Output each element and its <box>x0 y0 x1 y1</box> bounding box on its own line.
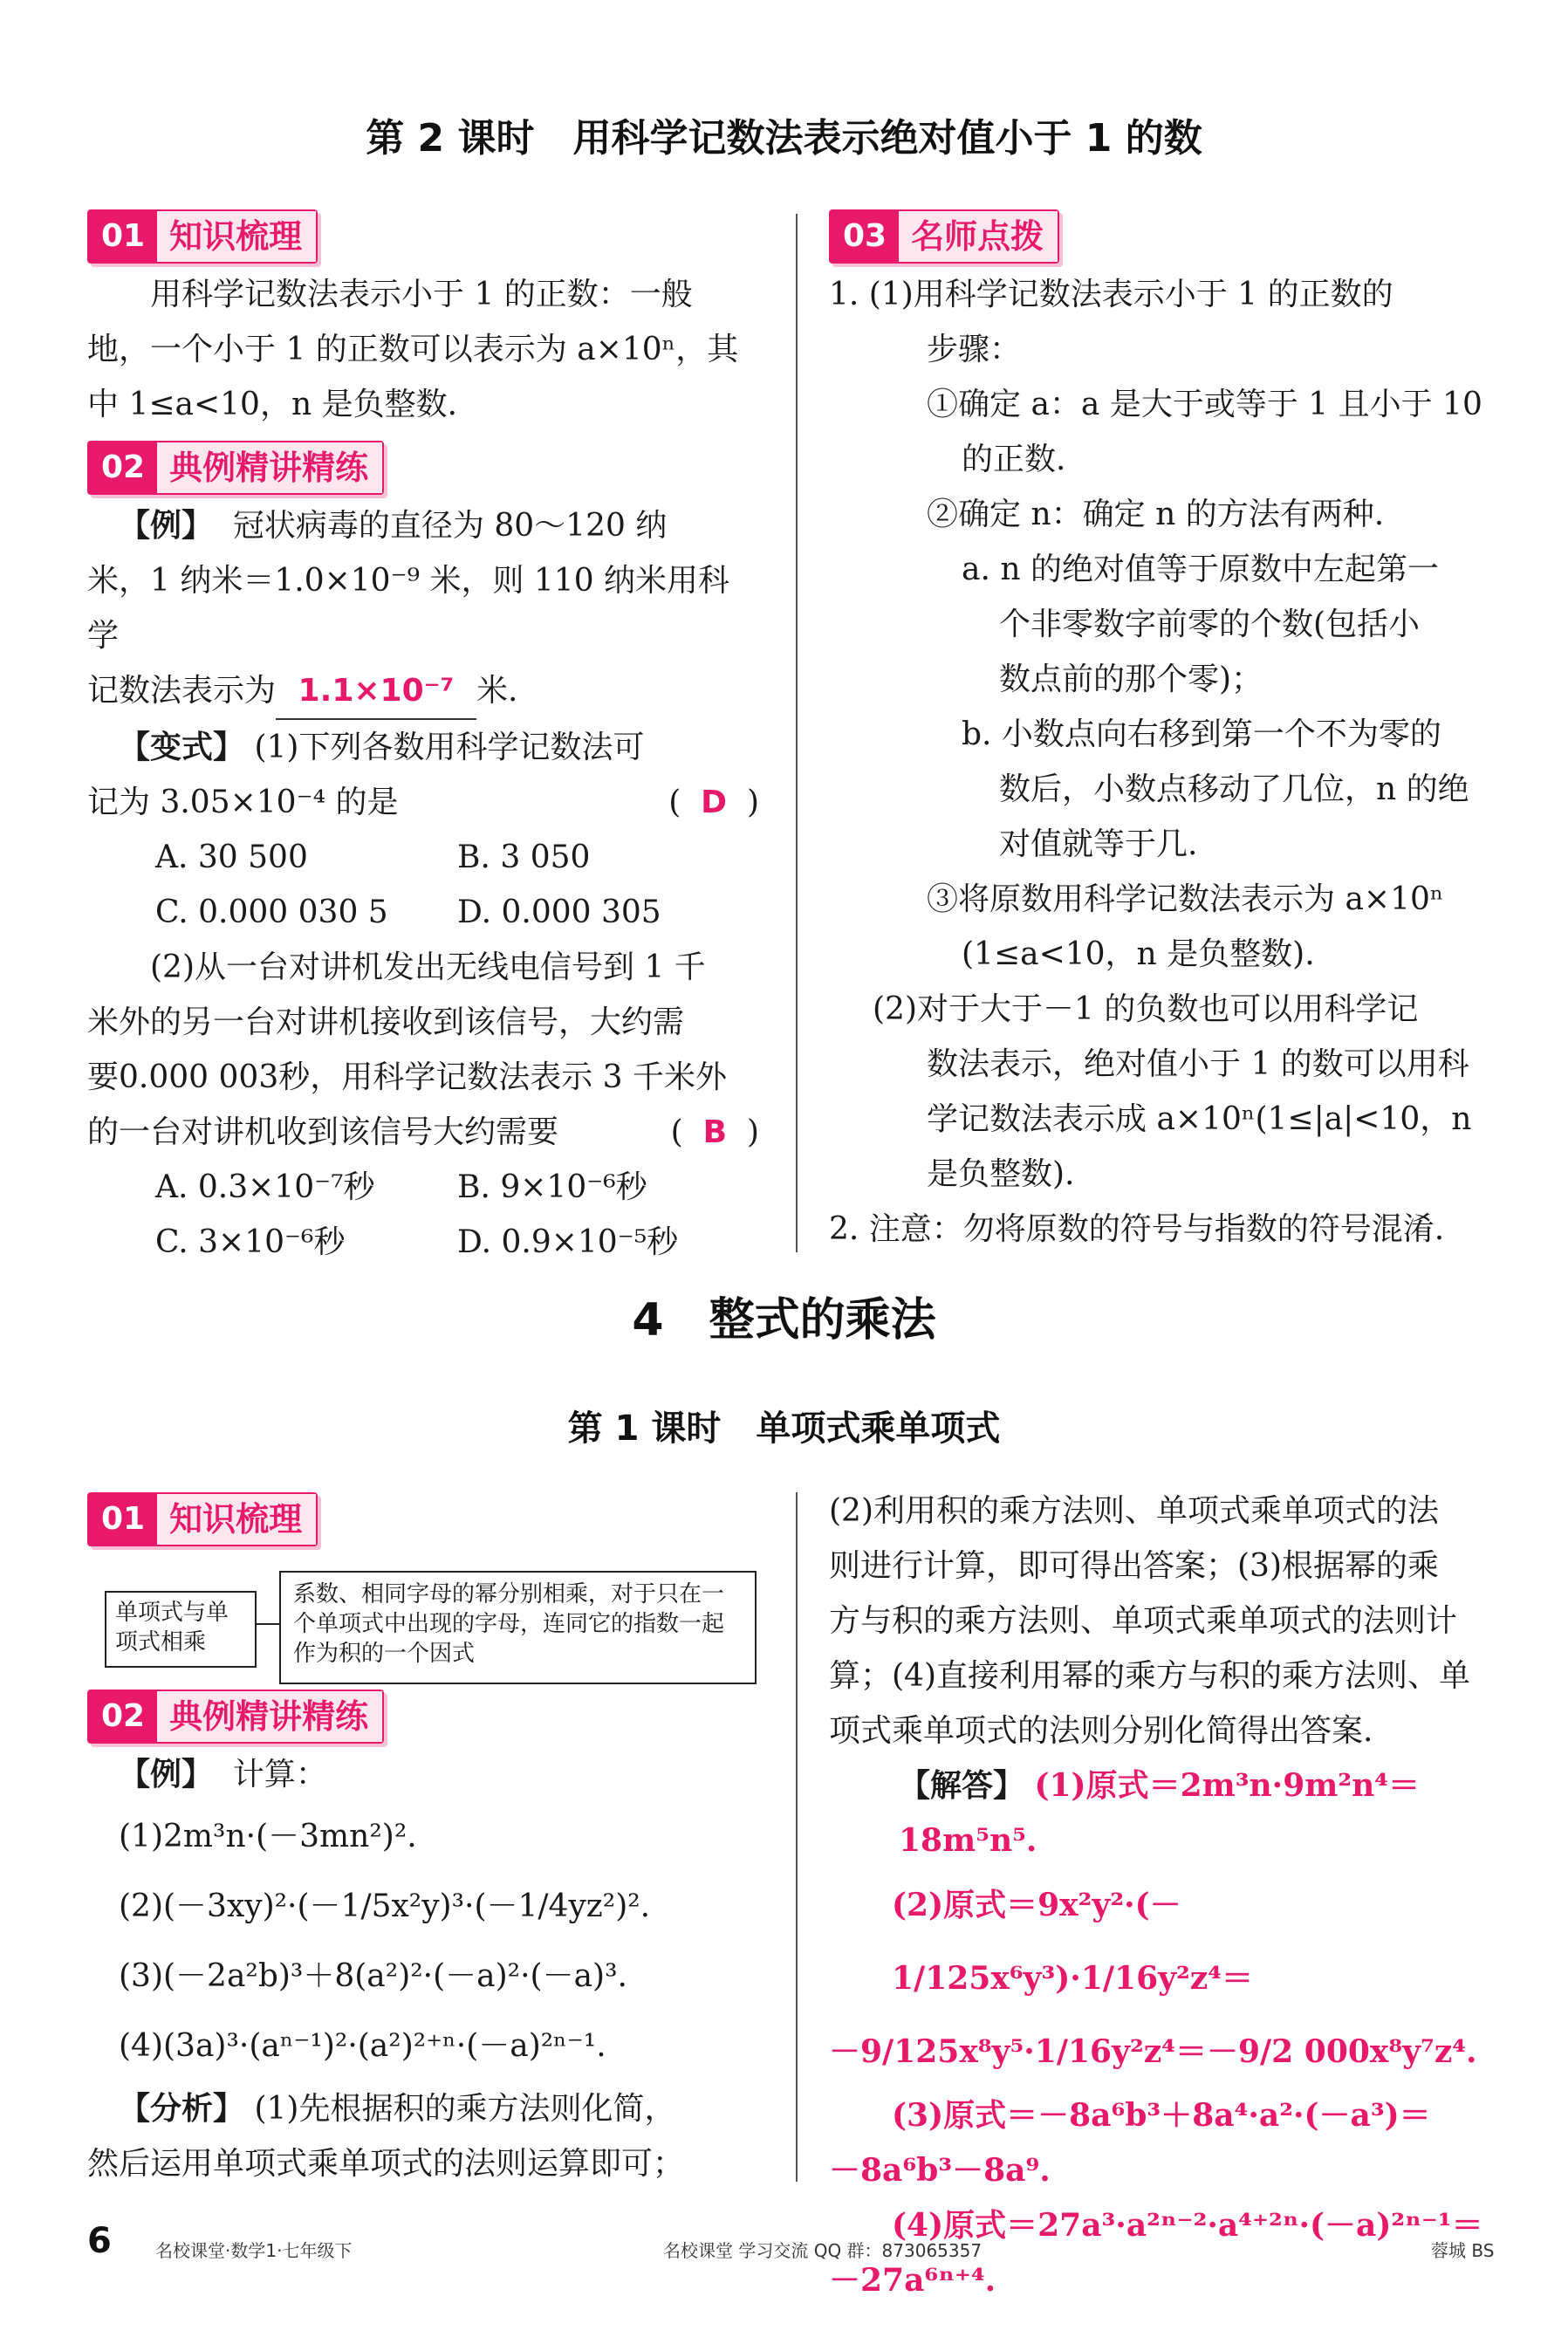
answer-bracket: ( B ) <box>670 1114 759 1150</box>
option: C. 0.000 030 5 <box>155 894 388 930</box>
tip-line: a. n 的绝对值等于原数中左起第一 <box>962 552 1439 587</box>
chapter-title: 4 整式的乘法 <box>632 1294 936 1347</box>
tip-line: 2. 注意：勿将原数的符号与指数的符号混淆. <box>829 1211 1445 1247</box>
solution-line: (2)原式＝9x²y²·(－1/125x⁶y³)·1/16y²z⁴＝ <box>892 1887 1254 1997</box>
analysis-text: 则进行计算，即可得出答案；(3)根据幂的乘 <box>829 1548 1439 1584</box>
tip-line: 1. (1)用科学记数法表示小于 1 的正数的 <box>829 277 1393 312</box>
badge-number: 02 <box>89 442 157 493</box>
example-label: 【例】 <box>119 507 214 544</box>
tip-line: 的正数. <box>962 442 1066 477</box>
right-column-2 <box>829 1484 1510 2308</box>
column-divider <box>796 214 798 1252</box>
column-divider <box>796 1492 798 2182</box>
tip-line: (2)对于大于－1 的负数也可以用科学记 <box>873 991 1419 1027</box>
q2-answer: B <box>702 1114 728 1150</box>
variant-label: 【变式】 <box>119 729 245 765</box>
example-answer: 1.1×10⁻⁷ <box>276 663 476 720</box>
solution-line: －8a⁶b³－8a⁹. <box>829 2152 1051 2189</box>
tip-line: b. 小数点向右移到第一个不为零的 <box>962 716 1441 752</box>
solution-line: －27a⁶ⁿ⁺⁴. <box>829 2262 996 2299</box>
tip-line: 学记数法表示成 a×10ⁿ(1≤|a|<10，n <box>927 1101 1472 1137</box>
solution-line: (1)原式＝2m³n·9m²n⁴＝18m⁵n⁵. <box>899 1767 1421 1859</box>
badge-label: 典例精讲精练 <box>157 1691 382 1742</box>
badge-number: 03 <box>831 211 899 262</box>
footer-center: 名校课堂 学习交流 QQ 群：873065357 <box>663 2240 983 2261</box>
concept-connector <box>257 1623 279 1625</box>
tip-line: 个非零数字前零的个数(包括小 <box>999 607 1421 642</box>
tip-line: ①确定 a：a 是大于或等于 1 且小于 10 <box>927 387 1482 422</box>
question-text: (1)下列各数用科学记数法可 <box>254 730 645 765</box>
problem: (1)2m³n·(－3mn²)². <box>119 1819 417 1854</box>
solution-line: (4)原式＝27a³·a²ⁿ⁻²·a⁴⁺²ⁿ·(－a)²ⁿ⁻¹＝ <box>892 2207 1483 2244</box>
footer-book: 名校课堂·数学1·七年级下 <box>155 2240 353 2261</box>
tip-line: 数后，小数点移动了几位，n 的绝 <box>999 771 1469 807</box>
example-text: 记数法表示为 <box>87 673 277 709</box>
analysis-text: (1)先根据积的乘方法则化简， <box>254 2091 676 2127</box>
badge-number: 01 <box>89 211 157 262</box>
badge-label: 名师点拨 <box>899 211 1058 262</box>
badge-tips <box>829 209 1059 264</box>
tip-line: (1≤a<10，n 是负整数). <box>962 936 1315 972</box>
option: B. 9×10⁻⁶秒 <box>457 1169 647 1205</box>
badge-number: 01 <box>89 1494 157 1545</box>
option: D. 0.9×10⁻⁵秒 <box>457 1224 679 1260</box>
tip-line: 是负整数). <box>927 1156 1075 1192</box>
question-text: 米外的另一台对讲机接收到该信号，大约需 <box>87 1004 685 1040</box>
option: A. 0.3×10⁻⁷秒 <box>155 1169 375 1205</box>
question-text: 记为 3.05×10⁻⁴ 的是 <box>87 785 399 820</box>
option: A. 30 500 <box>155 840 308 875</box>
example-text: 米，1 纳米＝1.0×10⁻⁹ 米，则 110 纳米用科学 <box>87 563 730 654</box>
tip-line: 数点前的那个零)； <box>999 661 1263 697</box>
badge-label: 典例精讲精练 <box>157 442 382 493</box>
badge-number: 02 <box>89 1691 157 1742</box>
tip-line: ③将原数用科学记数法表示为 a×10ⁿ <box>927 881 1444 917</box>
badge-examples <box>87 1690 384 1744</box>
knowledge-line: 中 1≤a<10，n 是负整数. <box>87 387 458 422</box>
left-column-1 <box>87 201 759 1270</box>
option: B. 3 050 <box>457 840 591 875</box>
analysis-text: (2)利用积的乘方法则、单项式乘单项式的法 <box>829 1493 1439 1529</box>
example-intro: 计算： <box>232 1757 327 1792</box>
page-number: 6 <box>87 2221 112 2261</box>
knowledge-line: 地，一个小于 1 的正数可以表示为 a×10ⁿ，其 <box>87 332 739 367</box>
q1-answer: D <box>701 785 728 820</box>
tip-line: 对值就等于几. <box>999 826 1198 862</box>
tip-line: 数法表示，绝对值小于 1 的数可以用科 <box>927 1046 1469 1082</box>
analysis-text: 算；(4)直接利用幂的乘方与积的乘方法则、单 <box>829 1658 1470 1694</box>
problem: (4)(3a)³·(aⁿ⁻¹)²·(a²)²⁺ⁿ·(－a)²ⁿ⁻¹. <box>119 2028 606 2064</box>
problem: (2)(－3xy)²·(－1/5x²y)³·(－1/4yz²)². <box>119 1888 651 1924</box>
tip-line: 步骤： <box>927 332 1022 367</box>
analysis-text: 然后运用单项式乘单项式的法则运算即可； <box>87 2146 685 2182</box>
badge-label: 知识梳理 <box>157 211 316 262</box>
tip-line: ②确定 n：确定 n 的方法有两种. <box>927 497 1385 532</box>
lesson-title: 第 1 课时 单项式乘单项式 <box>567 1409 1001 1449</box>
concept-box-rule: 系数、相同字母的幂分别相乘，对于只在一个单项式中出现的字母，连同它的指数一起作为积的一个因式 <box>279 1571 757 1684</box>
option: C. 3×10⁻⁶秒 <box>155 1224 346 1260</box>
badge-knowledge <box>87 209 318 264</box>
example-tail: 米. <box>476 673 518 709</box>
badge-examples <box>87 441 384 495</box>
concept-box-topic: 单项式与单项式相乘 <box>105 1591 257 1668</box>
question-text: 要0.000 003秒，用科学记数法表示 3 千米外 <box>87 1059 728 1095</box>
solution-line: －9/125x⁸y⁵·1/16y²z⁴＝－9/2 000x⁸y⁷z⁴. <box>829 2033 1477 2070</box>
analysis-text: 项式乘单项式的法则分别化简得出答案. <box>829 1713 1373 1749</box>
analysis-label: 【分析】 <box>119 2090 245 2127</box>
knowledge-line: 用科学记数法表示小于 1 的正数：一般 <box>150 277 693 312</box>
badge-label: 知识梳理 <box>157 1494 316 1545</box>
option: D. 0.000 305 <box>457 894 661 930</box>
solution-label: 【解答】 <box>899 1767 1025 1804</box>
analysis-text: 方与积的乘方法则、单项式乘单项式的法则计 <box>829 1603 1458 1639</box>
footer-right: 蓉城 BS <box>1431 2240 1495 2261</box>
lesson-title: 第 2 课时 用科学记数法表示绝对值小于 1 的数 <box>366 116 1202 161</box>
question-text: 的一台对讲机收到该信号大约需要 <box>87 1114 559 1150</box>
solution-line: (3)原式＝－8a⁶b³＋8a⁴·a²·(－a³)＝ <box>892 2097 1431 2134</box>
answer-bracket: ( D ) <box>668 785 759 820</box>
example-label: 【例】 <box>119 1756 214 1792</box>
problem: (3)(－2a²b)³＋8(a²)²·(－a)²·(－a)³. <box>119 1958 627 1994</box>
question-text: (2)从一台对讲机发出无线电信号到 1 千 <box>150 949 706 985</box>
example-text: 冠状病毒的直径为 80～120 纳 <box>232 508 668 544</box>
badge-knowledge <box>87 1492 318 1546</box>
right-column-1 <box>829 201 1510 1257</box>
